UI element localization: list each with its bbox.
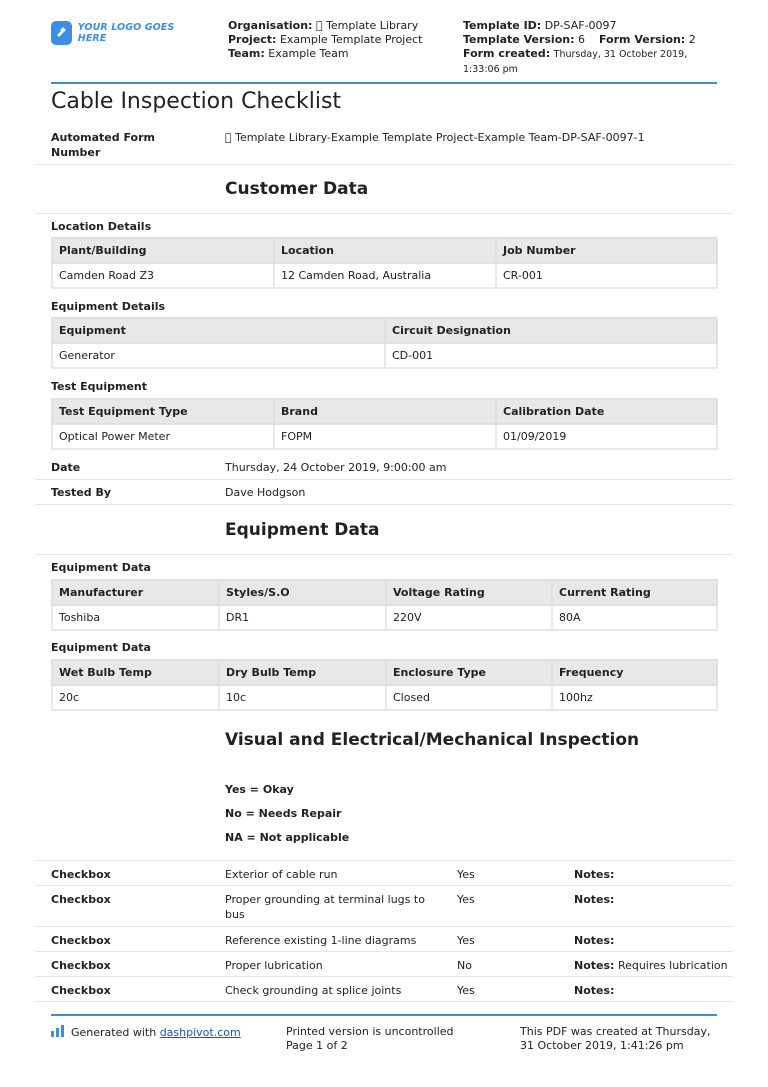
table-row bbox=[52, 424, 717, 449]
legend-item: Yes = Okay bbox=[225, 783, 294, 796]
table-cell: 100hz bbox=[552, 685, 717, 710]
notes-label: Notes: bbox=[574, 893, 615, 906]
row-type: Checkbox bbox=[51, 934, 111, 947]
table-row bbox=[52, 605, 717, 630]
date-value: Thursday, 24 October 2019, 9:00:00 am bbox=[225, 461, 447, 474]
table-header-cell: Dry Bulb Temp bbox=[219, 660, 386, 685]
table-header-cell: Enclosure Type bbox=[386, 660, 552, 685]
header-org-column bbox=[228, 19, 448, 61]
footer-generated bbox=[51, 1025, 241, 1041]
table-header-cell: Plant/Building bbox=[52, 238, 274, 263]
inspection-row bbox=[35, 885, 733, 926]
row-type: Checkbox bbox=[51, 959, 111, 972]
table-cell: 20c bbox=[52, 685, 219, 710]
table-header-cell: Manufacturer bbox=[52, 580, 219, 605]
table-cell: Toshiba bbox=[52, 605, 219, 630]
row-notes bbox=[574, 892, 614, 907]
organisation-line bbox=[228, 19, 448, 33]
table-cell: 12 Camden Road, Australia bbox=[274, 263, 496, 288]
table-header-cell: Current Rating bbox=[552, 580, 717, 605]
notes-label: Notes: bbox=[574, 984, 615, 997]
project-value: Example Template Project bbox=[279, 33, 423, 46]
team-line bbox=[228, 47, 448, 61]
section-divider bbox=[35, 554, 733, 555]
template-version-value: 6 bbox=[577, 33, 585, 46]
team-label: Team: bbox=[228, 47, 265, 60]
table-row bbox=[52, 343, 717, 368]
table-row bbox=[52, 263, 717, 288]
table-cell: CR-001 bbox=[496, 263, 717, 288]
table-cell: 80A bbox=[552, 605, 717, 630]
automated-form-value:   Template Library-Example Template Project-Example Team-DP-SAF-0097-1 bbox=[225, 131, 645, 144]
table-cell: 01/09/2019 bbox=[496, 424, 717, 449]
location-details-table bbox=[51, 237, 718, 289]
row-result: No bbox=[457, 959, 472, 972]
template-id-label: Template ID: bbox=[463, 19, 542, 32]
table-cell: Camden Road Z3 bbox=[52, 263, 274, 288]
organisation-label: Organisation: bbox=[228, 19, 313, 32]
section-heading-customer-data: Customer Data bbox=[225, 179, 369, 199]
table-header-cell: Styles/S.O bbox=[219, 580, 386, 605]
table-header-row bbox=[52, 399, 717, 424]
row-notes bbox=[574, 958, 728, 973]
table-header-cell: Voltage Rating bbox=[386, 580, 552, 605]
row-result: Yes bbox=[457, 934, 475, 947]
table-header-cell: Location bbox=[274, 238, 496, 263]
inspection-row bbox=[35, 951, 733, 976]
equipment-details-table bbox=[51, 317, 718, 369]
legend-item: No = Needs Repair bbox=[225, 807, 342, 820]
table-header-cell: Job Number bbox=[496, 238, 717, 263]
test-equipment-table bbox=[51, 398, 718, 450]
document-header bbox=[0, 0, 768, 84]
logo-text: YOUR LOGO GOES HERE bbox=[77, 22, 175, 44]
table-cell: CD-001 bbox=[385, 343, 717, 368]
equipment-data-label: Equipment Data bbox=[51, 641, 151, 654]
row-notes bbox=[574, 933, 614, 948]
bar-chart-icon bbox=[51, 1025, 65, 1041]
project-line bbox=[228, 33, 448, 47]
row-item: Reference existing 1-line diagrams bbox=[225, 934, 417, 947]
tested-by-row bbox=[35, 480, 733, 505]
version-line bbox=[463, 33, 723, 47]
page-info: Page 1 of 2 bbox=[286, 1039, 348, 1052]
table-header-cell: Calibration Date bbox=[496, 399, 717, 424]
inspection-row bbox=[35, 860, 733, 885]
generated-prefix: Generated with bbox=[71, 1026, 157, 1039]
automated-form-label: Automated Form Number bbox=[51, 131, 155, 159]
project-label: Project: bbox=[228, 33, 277, 46]
table-header-cell: Brand bbox=[274, 399, 496, 424]
company-logo bbox=[51, 20, 189, 46]
logo-icon bbox=[51, 21, 72, 45]
page-title: Cable Inspection Checklist bbox=[51, 89, 342, 114]
form-version-label: Form Version: bbox=[598, 33, 686, 46]
table-header-row bbox=[52, 238, 717, 263]
row-result: Yes bbox=[457, 893, 475, 906]
tested-by-label: Tested By bbox=[51, 486, 112, 499]
header-template-column bbox=[463, 19, 723, 77]
dashpivot-link[interactable]: dashpivot.com bbox=[159, 1026, 241, 1039]
table-header-row bbox=[52, 318, 717, 343]
footer-created-note: This PDF was created at Thursday, 31 October 2019, 1:41:26 pm bbox=[520, 1025, 711, 1052]
form-created-value: Thursday, 31 October 2019, 1:33:06 pm bbox=[463, 49, 688, 75]
inspection-row bbox=[35, 926, 733, 951]
row-type: Checkbox bbox=[51, 868, 111, 881]
equipment-ratings-table bbox=[51, 579, 718, 631]
row-notes bbox=[574, 983, 614, 998]
automated-form-row bbox=[35, 126, 733, 165]
table-cell: 10c bbox=[219, 685, 386, 710]
section-heading-equipment-data: Equipment Data bbox=[225, 520, 380, 540]
legend-item: NA = Not applicable bbox=[225, 831, 350, 844]
table-cell: 220V bbox=[386, 605, 552, 630]
section-heading-inspection: Visual and Electrical/Mechanical Inspection bbox=[225, 730, 640, 750]
printed-note: Printed version is uncontrolled bbox=[286, 1025, 454, 1038]
table-cell: Closed bbox=[386, 685, 552, 710]
team-value: Example Team bbox=[268, 47, 349, 60]
row-result: Yes bbox=[457, 984, 475, 997]
inspection-row bbox=[35, 976, 733, 1002]
date-row bbox=[35, 455, 733, 480]
tested-by-value: Dave Hodgson bbox=[225, 486, 306, 499]
table-header-cell: Frequency bbox=[552, 660, 717, 685]
template-id-value: DP-SAF-0097 bbox=[544, 19, 617, 32]
template-id-line bbox=[463, 19, 723, 33]
row-result: Yes bbox=[457, 868, 475, 881]
table-header-cell: Equipment bbox=[52, 318, 385, 343]
row-notes bbox=[574, 867, 614, 882]
form-version-value: 2 bbox=[688, 33, 696, 46]
environment-table bbox=[51, 659, 718, 711]
form-created-label: Form created: bbox=[463, 47, 551, 60]
table-cell: Optical Power Meter bbox=[52, 424, 274, 449]
table-header-row bbox=[52, 660, 717, 685]
row-type: Checkbox bbox=[51, 984, 111, 997]
equipment-data-label: Equipment Data bbox=[51, 561, 151, 574]
notes-label: Notes: bbox=[574, 959, 615, 972]
section-divider bbox=[35, 213, 733, 214]
footer-print-note bbox=[286, 1025, 454, 1053]
table-header-cell: Test Equipment Type bbox=[52, 399, 274, 424]
table-header-cell: Circuit Designation bbox=[385, 318, 717, 343]
table-cell: DR1 bbox=[219, 605, 386, 630]
table-header-row bbox=[52, 580, 717, 605]
table-header-cell: Wet Bulb Temp bbox=[52, 660, 219, 685]
footer-divider bbox=[51, 1014, 717, 1016]
template-version-label: Template Version: bbox=[463, 33, 575, 46]
row-item: Check grounding at splice joints bbox=[225, 984, 402, 997]
location-details-label: Location Details bbox=[51, 220, 152, 233]
notes-value: Requires lubrication bbox=[617, 959, 728, 972]
row-item: Proper lubrication bbox=[225, 959, 323, 972]
row-type: Checkbox bbox=[51, 893, 111, 906]
date-label: Date bbox=[51, 461, 81, 474]
organisation-value:   Template Library bbox=[315, 19, 419, 32]
notes-label: Notes: bbox=[574, 934, 615, 947]
table-cell: FOPM bbox=[274, 424, 496, 449]
equipment-details-label: Equipment Details bbox=[51, 300, 166, 313]
header-divider bbox=[51, 82, 717, 84]
table-cell: Generator bbox=[52, 343, 385, 368]
test-equipment-label: Test Equipment bbox=[51, 380, 148, 393]
notes-label: Notes: bbox=[574, 868, 615, 881]
form-created-line bbox=[463, 47, 723, 77]
row-item: Proper grounding at terminal lugs to bus bbox=[225, 893, 425, 921]
table-row bbox=[52, 685, 717, 710]
row-item: Exterior of cable run bbox=[225, 868, 338, 881]
